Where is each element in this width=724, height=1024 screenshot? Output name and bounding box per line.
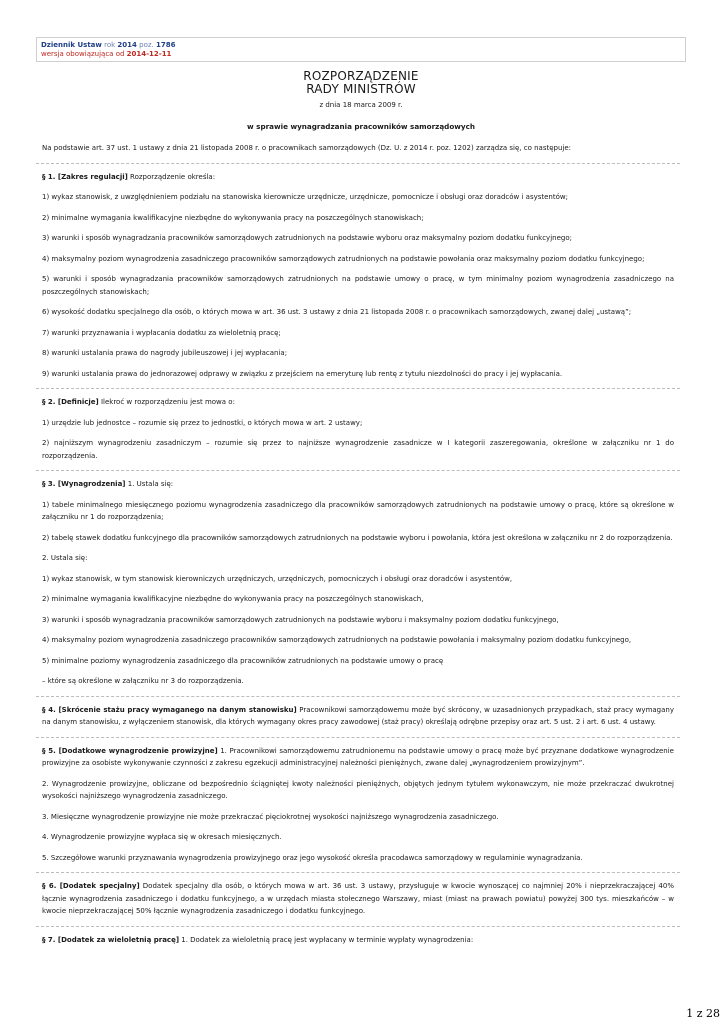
section-heading-paragraph (42, 880, 674, 918)
section-paragraph: 2) tabelę stawek dodatku funkcyjnego dla pracowników samorządowych zatrudnionych na podstawie wyboru i powołania, która jest określona w załączniku nr 2 do rozporządzenia. (42, 533, 673, 542)
section-paragraph: 4. Wynagrodzenie prowizyjne wypłaca się w okresach miesięcznych. (42, 833, 282, 841)
version-date: 2014-12-11 (126, 50, 172, 58)
journal-position: 1786 (156, 41, 176, 49)
section-1 (36, 163, 680, 381)
section-4 (36, 696, 680, 729)
section-paragraph: – które są określone w załączniku nr 3 do rozporządzenia. (42, 677, 244, 685)
section-intro: Dodatek specjalny dla osób, o których mowa w art. 36 ust. 3 ustawy, przysługuje w kwocie wynoszącej co najmniej 20% i nieprzekraczającej 40% łącznie wynagrodzenia zasadniczego i dodatku funkcyjnego, a w urzędach miasta stołecznego Warszawy, miast (miast na prawach powiatu) powyżej 300 tys. mieszkańców – w kwocie nieprzekraczającej 50% łącznie wynagrodzenia zasadniczego i dodatku funkcyjnego. (42, 882, 674, 915)
document-body (42, 142, 674, 954)
section-intro: Rozporządzenie określa: (127, 172, 216, 181)
section-paragraph: 3) warunki i sposób wynagradzania pracowników samorządowych zatrudnionych na podstawie wyboru oraz maksymalny poziom dodatku funkcyjnego; (42, 234, 572, 242)
section-paragraph: 1) urzędzie lub jednostce – rozumie się przez to jednostki, o których mowa w art. 2 ustawy; (42, 418, 363, 427)
section-heading-paragraph (42, 745, 674, 770)
section-paragraph: 5. Szczegółowe warunki przyznawania wynagrodzenia prowizyjnego oraz jego wysokość określa pracodawca samorządowy w regulaminie wynagradzania. (42, 853, 583, 862)
section-paragraph: 3) warunki i sposób wynagradzania pracowników samorządowych zatrudnionych na podstawie wyboru i maksymalny poziom dodatku funkcyjnego, (42, 615, 559, 624)
section-heading-paragraph (42, 171, 674, 184)
document-subject: w sprawie wynagradzania pracowników samorządowych (247, 122, 475, 131)
section-heading-paragraph (42, 396, 674, 409)
journal-name: Dziennik Ustaw (41, 41, 102, 49)
section-paragraph: 8) warunki ustalania prawa do nagrody jubileuszowej i jej wypłacania; (42, 349, 288, 357)
preamble: Na podstawie art. 37 ust. 1 ustawy z dnia 21 listopada 2008 r. o pracownikach samorządowych (Dz. U. z 2014 r. poz. 1202) zarządza się, co następuje: (42, 144, 572, 152)
section-intro: Pracownikowi samorządowemu może być skrócony, w uzasadnionych przypadkach, staż pracy wymagany na danym stanowisku, z wyłączeniem stanowisk, dla których wymagany okres pracy zawodowej (staż pracy) określają odrębne przepisy oraz art. 5 ust. 2 i art. 6 ust. 4 ustawy. (42, 705, 674, 726)
section-paragraph: 6) wysokość dodatku specjalnego dla osób, o których mowa w art. 36 ust. 3 ustawy z dnia 21 listopada 2008 r. o pracownikach samorządowych, zwanej dalej „ustawą”; (42, 308, 632, 316)
section-5 (36, 737, 680, 865)
section-heading: § 1. [Zakres regulacji] (42, 172, 128, 181)
position-label: poz. (139, 41, 154, 49)
section-heading: § 6. [Dodatek specjalny] (42, 882, 140, 890)
section-3 (36, 470, 680, 688)
section-paragraph: 2. Ustala się: (42, 554, 88, 562)
document-title-line2: RADY MINISTRÓW (306, 82, 416, 96)
journal-line (41, 41, 685, 50)
section-paragraph: 4) maksymalny poziom wynagrodzenia zasadniczego pracowników samorządowych zatrudnionych na podstawie powołania i maksymalny poziom dodatku funkcyjnego, (42, 636, 632, 644)
document-title-line1: ROZPORZĄDZENIE (303, 69, 419, 83)
section-paragraph: 2. Wynagrodzenie prowizyjne, obliczane od bezpośrednio ściągniętej kwoty należności pieniężnych, objętych jednym tytułem wykonawczym, nie może przekraczać dwukrotnej wysokości najniższego wynagrodzenia zasadniczego. (42, 779, 674, 800)
section-heading: § 3. [Wynagrodzenia] (42, 480, 126, 488)
section-heading: § 7. [Dodatek za wieloletnią pracę] (42, 935, 180, 944)
section-paragraph: 7) warunki przyznawania i wypłacania dodatku za wieloletnią pracę; (42, 328, 281, 337)
section-intro: 1. Dodatek za wieloletnią pracę jest wypłacany w terminie wypłaty wynagrodzenia: (179, 935, 474, 944)
section-paragraph: 2) najniższym wynagrodzeniu zasadniczym – rozumie się przez to najniższe wynagrodzenie zasadnicze w I kategorii zaszeregowania, określone w załączniku nr 1 do rozporządzenia. (42, 439, 674, 460)
document-date: z dnia 18 marca 2009 r. (319, 101, 403, 109)
section-paragraph: 2) minimalne wymagania kwalifikacyjne niezbędne do wykonywania pracy na poszczególnych stanowiskach, (42, 595, 424, 603)
version-label: wersja obowiązująca od (41, 50, 125, 58)
section-intro: 1. Ustala się: (125, 480, 174, 488)
section-paragraph: 2) minimalne wymagania kwalifikacyjne niezbędne do wykonywania pracy na poszczególnych stanowiskach; (42, 213, 424, 222)
section-paragraph: 1) tabele minimalnego miesięcznego poziomu wynagrodzenia zasadniczego dla pracowników samorządowych zatrudnionych na podstawie umowy o pracę, które są określone w załączniku nr 1 do rozporządzenia; (42, 500, 674, 521)
section-heading-paragraph (42, 478, 674, 491)
section-paragraph: 4) maksymalny poziom wynagrodzenia zasadniczego pracowników samorządowych zatrudnionych na podstawie powołania oraz maksymalny poziom dodatku funkcyjnego; (42, 254, 645, 263)
section-6 (36, 872, 680, 918)
section-paragraph: 9) warunki ustalania prawa do jednorazowej odprawy w związku z przejściem na emeryturę lub rentę z tytułu niezdolności do pracy i jej wypłacania. (42, 369, 563, 378)
version-line (41, 50, 685, 59)
year-label: rok (104, 41, 116, 49)
section-intro: 1. Pracownikowi samorządowemu zatrudnionemu na podstawie umowy o pracę może być przyznane dodatkowe wynagrodzenie prowizyjne za osobiste wykonywanie czynności z zakresu egzekucji administracyjnej należności pieniężnych, zwane dalej „wynagrodzeniem prowizyjnym”. (42, 746, 674, 767)
section-heading: § 4. [Skrócenie stażu pracy wymaganego na danym stanowisku] (42, 705, 297, 714)
section-heading: § 5. [Dodatkowe wynagrodzenie prowizyjne] (42, 746, 218, 755)
section-paragraph: 5) minimalne poziomy wynagrodzenia zasadniczego dla pracowników zatrudnionych na podstawie umowy o pracę (42, 656, 444, 665)
section-paragraph: 5) warunki i sposób wynagradzania pracowników samorządowych zatrudnionych na podstawie umowy o pracę, w tym minimalny poziom wynagrodzenia zasadniczego na poszczególnych stanowiskach; (42, 275, 674, 296)
section-paragraph: 1) wykaz stanowisk, z uwzględnieniem podziału na stanowiska kierownicze urzędnicze, urzędnicze, pomocnicze i obsługi oraz doradców i asystentów; (42, 193, 568, 201)
section-7 (36, 926, 680, 947)
section-intro: Ilekroć w rozporządzeniu jest mowa o: (98, 398, 235, 406)
section-paragraph: 1) wykaz stanowisk, w tym stanowisk kierowniczych urzędniczych, urzędniczych, pomocniczych i obsługi oraz doradców i asystentów, (42, 574, 513, 583)
section-paragraph: 3. Miesięczne wynagrodzenie prowizyjne nie może przekraczać pięciokrotnej wysokości najniższego wynagrodzenia zasadniczego. (42, 812, 499, 821)
section-heading-paragraph (42, 704, 674, 729)
section-heading: § 2. [Definicje] (42, 398, 99, 406)
page-number: 1 z 28 (686, 1007, 720, 1020)
section-heading-paragraph (42, 934, 674, 947)
journal-year: 2014 (117, 41, 137, 49)
journal-header (36, 37, 686, 62)
section-2 (36, 388, 680, 462)
